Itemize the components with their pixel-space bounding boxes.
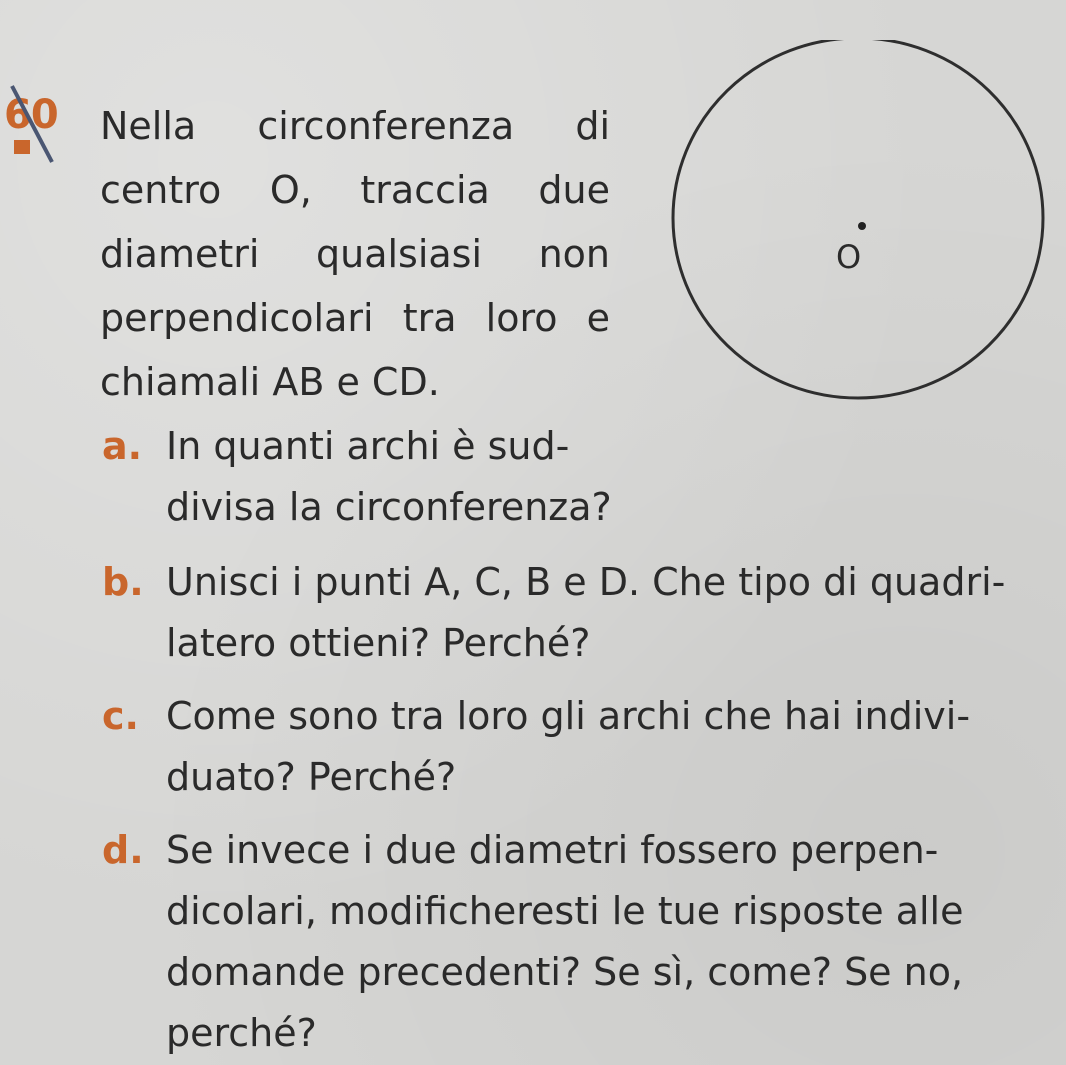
exercise-statement	[100, 94, 610, 414]
question-letter: b.	[102, 560, 144, 604]
question-letter: a.	[102, 424, 143, 468]
center-label: O	[836, 238, 862, 276]
statement-line: diametri qualsiasi non	[100, 232, 610, 276]
question-text	[166, 686, 1056, 808]
question-line: divisa la circonferenza?	[166, 485, 612, 529]
circumference	[673, 40, 1043, 398]
exercise-number: 60	[4, 92, 58, 138]
question-text	[166, 416, 686, 538]
exercise-difficulty-square-icon	[14, 140, 30, 154]
question-line: Unisci i punti A, C, B e D. Che tipo di quadri-	[166, 560, 1006, 604]
question-text	[166, 820, 1056, 1064]
statement-line: perpendicolari tra loro e	[100, 296, 610, 340]
statement-line: chiamali AB e CD.	[100, 360, 440, 404]
question-line: latero ottieni? Perché?	[166, 621, 591, 665]
question-text	[166, 552, 1056, 674]
exercise-difficulty-slash-icon	[0, 80, 80, 170]
question-line: dicolari, modificheresti le tue risposte alle	[166, 889, 964, 933]
center-point	[858, 222, 866, 230]
circle-figure	[600, 40, 1060, 410]
question-line: perché?	[166, 1011, 317, 1055]
question-line: duato? Perché?	[166, 755, 457, 799]
question-line: Se invece i due diametri fossero perpen-	[166, 828, 939, 872]
question-letter: d.	[102, 828, 144, 872]
question-line: domande precedenti? Se sì, come? Se no,	[166, 950, 964, 994]
question-letter: c.	[102, 694, 139, 738]
question-line: Come sono tra loro gli archi che hai indivi-	[166, 694, 971, 738]
question-line: In quanti archi è sud-	[166, 424, 570, 468]
statement-line: centro O, traccia due	[100, 168, 610, 212]
statement-line: Nella circonferenza di	[100, 104, 610, 148]
